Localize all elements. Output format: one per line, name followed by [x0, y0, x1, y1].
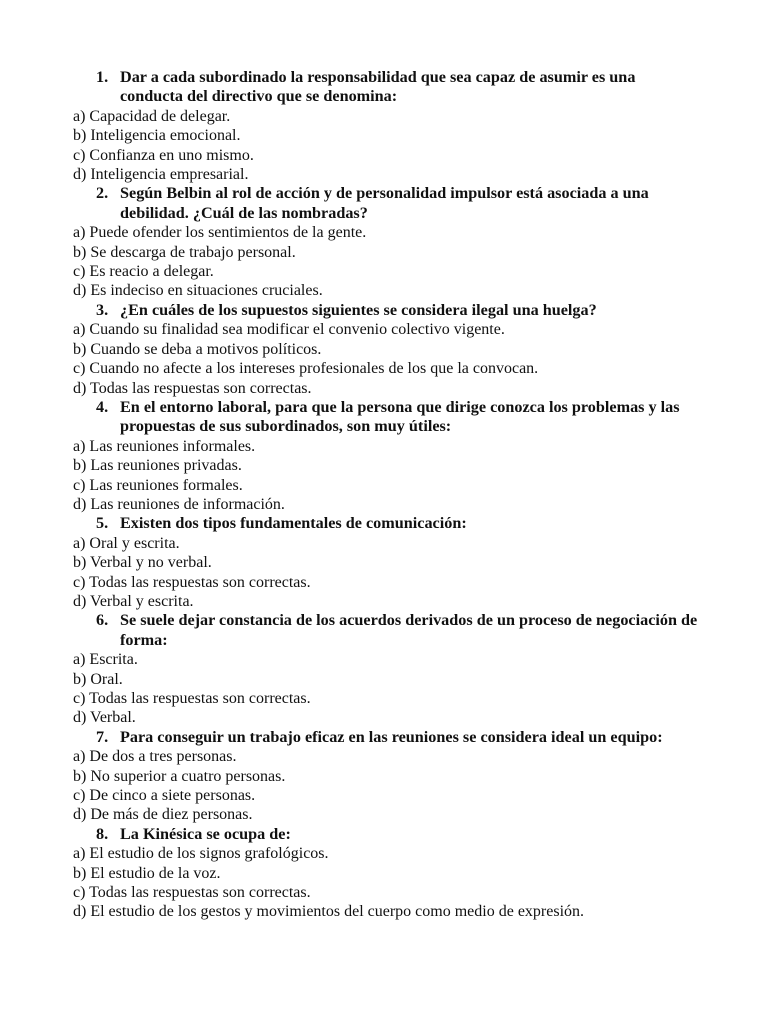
question-block	[0, 184, 768, 300]
answer-option: a) Capacidad de delegar.	[73, 107, 231, 125]
answer-option: c) De cinco a siete personas.	[73, 787, 256, 805]
answer-option: a) Las reuniones informales.	[73, 437, 256, 455]
answer-option: b) Verbal y no verbal.	[73, 554, 212, 572]
answer-option: d) Inteligencia empresarial.	[73, 166, 249, 184]
answer-option: c) Todas las respuestas son correctas.	[73, 573, 311, 591]
answer-option: a) De dos a tres personas.	[73, 748, 237, 766]
question-block	[0, 514, 768, 611]
answer-option: a) Cuando su finalidad sea modificar el convenio colectivo vigente.	[73, 321, 505, 339]
question-number: 6.	[96, 611, 109, 630]
question-heading	[0, 611, 768, 650]
question-text: Se suele dejar constancia de los acuerdos derivados de un proceso de negociación de forma:	[120, 611, 698, 649]
answer-option: b) Las reuniones privadas.	[73, 457, 242, 475]
answer-option: b) Oral.	[73, 670, 123, 688]
answer-option: d) El estudio de los gestos y movimientos del cuerpo como medio de expresión.	[73, 903, 585, 921]
question-number: 8.	[96, 824, 109, 843]
question-heading	[0, 728, 768, 747]
question-heading	[0, 301, 768, 320]
question-heading	[0, 514, 768, 533]
question-heading	[0, 825, 768, 844]
answer-option: c) Confianza en uno mismo.	[73, 146, 254, 164]
answer-option: a) El estudio de los signos grafológicos.	[73, 845, 329, 863]
question-block	[0, 611, 768, 727]
answer-option: a) Puede ofender los sentimientos de la gente.	[73, 224, 367, 242]
question-text: ¿En cuáles de los supuestos siguientes se considera ilegal una huelga?	[120, 300, 597, 319]
answer-option: b) Inteligencia emocional.	[73, 127, 241, 145]
answer-option: d) Las reuniones de información.	[73, 495, 285, 513]
question-text: En el entorno laboral, para que la persona que dirige conozca los problemas y las propuestas de sus subordinados, son muy útiles:	[120, 397, 680, 436]
question-heading	[0, 184, 768, 223]
answer-option: c) Cuando no afecte a los intereses profesionales de los que la convocan.	[73, 360, 539, 378]
question-heading	[0, 398, 768, 437]
answer-option: b) Se descarga de trabajo personal.	[73, 243, 296, 261]
answer-option: d) De más de diez personas.	[73, 806, 253, 824]
answer-option: d) Verbal y escrita.	[73, 592, 194, 610]
question-number: 1.	[96, 68, 109, 86]
answer-option: a) Escrita.	[73, 651, 138, 669]
answer-option: a) Oral y escrita.	[73, 534, 180, 552]
question-number: 2.	[96, 184, 109, 203]
question-block	[0, 398, 768, 514]
answer-option: b) Cuando se deba a motivos políticos.	[73, 340, 322, 358]
question-block	[0, 68, 768, 184]
answer-option: c) Es reacio a delegar.	[73, 263, 214, 281]
question-number: 4.	[96, 397, 109, 416]
question-heading	[0, 68, 768, 107]
question-text: Según Belbin al rol de acción y de personalidad impulsor está asociada a una debilidad. ¿Cuál de las nombradas?	[120, 184, 649, 222]
quiz-document	[0, 68, 768, 922]
question-text: Para conseguir un trabajo eficaz en las reuniones se considera ideal un equipo:	[120, 727, 663, 746]
question-block	[0, 825, 768, 922]
question-number: 3.	[96, 300, 109, 319]
question-block	[0, 728, 768, 825]
answer-option: b) No superior a cuatro personas.	[73, 767, 286, 785]
question-number: 5.	[96, 514, 109, 533]
answer-option: c) Todas las respuestas son correctas.	[73, 690, 311, 707]
question-text: La Kinésica se ocupa de:	[120, 824, 291, 843]
answer-option: d) Todas las respuestas son correctas.	[73, 379, 312, 397]
answer-option: c) Todas las respuestas son correctas.	[73, 884, 311, 902]
question-text: Dar a cada subordinado la responsabilidad que sea capaz de asumir es una conducta del directivo que se denomina:	[120, 68, 636, 106]
question-block	[0, 301, 768, 398]
answer-option: d) Verbal.	[73, 709, 136, 727]
question-number: 7.	[96, 727, 109, 746]
answer-option: d) Es indeciso en situaciones cruciales.	[73, 282, 323, 300]
question-text: Existen dos tipos fundamentales de comunicación:	[120, 514, 467, 533]
answer-option: b) El estudio de la voz.	[73, 864, 221, 882]
answer-option: c) Las reuniones formales.	[73, 476, 243, 494]
